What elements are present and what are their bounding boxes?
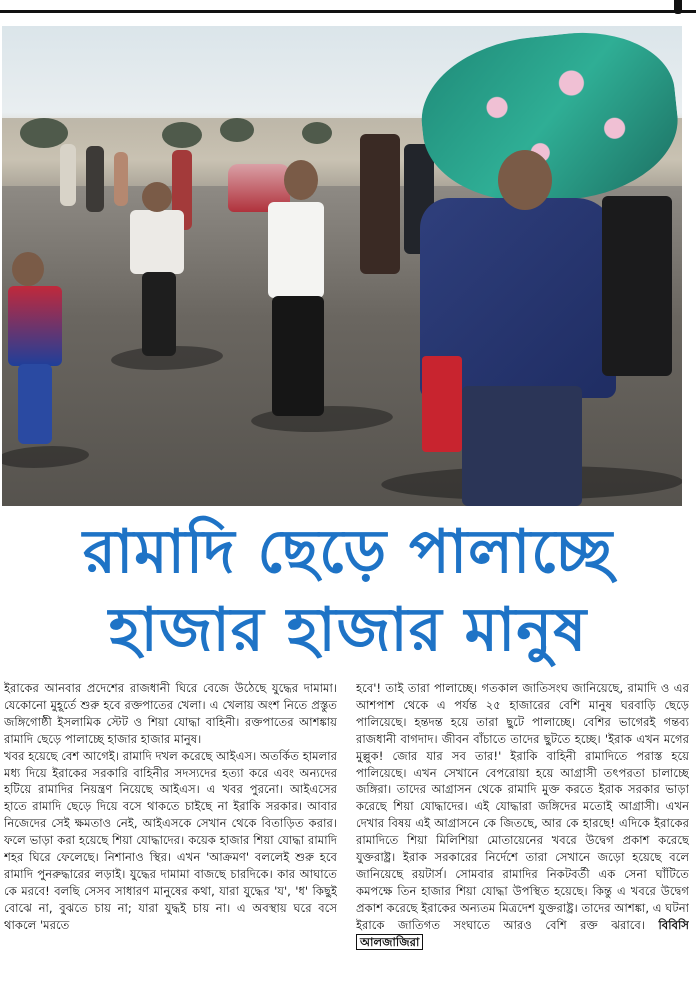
article-column-right (356, 680, 689, 993)
source-credit-bbc: বিবিসি (658, 917, 689, 932)
page-corner-mark (674, 0, 682, 14)
photo-man-head (498, 150, 552, 210)
article-paragraph: ইরাকের আনবার প্রদেশের রাজধানী ঘিরে বেজে উঠেছে যুদ্ধের দামামা। যেকোনো মুহূর্তে শুরু হবে রক্তপাতের খেলা। এ খেলায় অংশ নিতে প্রস্তুত জঙ্গিগোষ্ঠী ইসলামিক স্টেট ও শিয়া যোদ্ধা বাহিনী। রক্তপাতের আশঙ্কায় রামাদি ছেড়ে পালাচ্ছে হাজার হাজার মানুষ। (4, 681, 337, 746)
photo-teen-head (284, 160, 318, 200)
article-column-left (4, 680, 337, 993)
headline-line-1: রামাদি ছেড়ে পালাচ্ছে (82, 517, 614, 587)
photo-boy-white-shirt (130, 210, 184, 274)
photo-child-pants (18, 364, 52, 444)
top-rule (0, 10, 696, 13)
photo-man-jeans (462, 386, 582, 506)
headline-line-2: হাজার হাজার মানুষ (108, 595, 588, 665)
source-credit-aljazeera: আলজাজিরা (356, 934, 423, 950)
photo-red-bag (422, 356, 462, 452)
photo-teen-white-shirt (268, 202, 324, 298)
photo-person (86, 146, 104, 212)
article-paragraph: খবর হয়েছে বেশ আগেই। রামাদি দখল করেছে আইএস। অতর্কিত হামলার মধ্য দিয়ে ইরাকের সরকারি বাহিনীর সদস্যদের হত্যা করে এবং অন্যদের হটিয়ে রামাদির নিয়ন্ত্রণ নিয়েছে আইএস। এ খবর পুরনো। আইএসের হাতে রামাদি ছেড়ে দিয়ে বসে থাকতে চাইছে না ইরাকি সরকার। আবার নিজেদের সেই ক্ষমতাও নেই, আইএসকে সেখান থেকে বিতাড়িত করার। ফলে ভাড়া করা হয়েছে শিয়া যোদ্ধাদের। কয়েক হাজার শিয়া যোদ্ধা রামাদি শহর ঘিরে ফেলেছে। নিশানাও স্থির। এখন 'আক্রমণ' বললেই শুরু হবে রামাদি পুনরুদ্ধারের লড়াই। যুদ্ধের দামামা বাজছে চারদিকে। কার আঘাতে কে মরবে! বলছি সেসব সাধারণ মানুষের কথা, যারা যুদ্ধের 'য', 'ধ' কিছুই বোঝে না, বুঝতে চায় না; যারা যুদ্ধই চায় না। এ অবস্থায় ঘরে বসে থাকলে 'মরতে (4, 748, 337, 932)
photo-tree (162, 122, 202, 148)
photo-person-right (602, 196, 672, 376)
photo-person (114, 152, 128, 206)
photo-boy-pants (142, 272, 176, 356)
photo-person (60, 144, 76, 206)
photo-tree (20, 118, 68, 148)
photo-boy-head (142, 182, 172, 212)
photo-person (360, 134, 400, 274)
article-paragraph (356, 680, 689, 951)
photo-tree (220, 118, 254, 142)
photo-child-red-shirt (8, 286, 62, 366)
photo-tree (302, 122, 332, 144)
photo-child-head (12, 252, 44, 286)
news-photo (2, 26, 682, 506)
photo-teen-pants (272, 296, 324, 416)
article-paragraph-text: হবে'! তাই তারা পালাচ্ছে। গতকাল জাতিসংঘ জানিয়েছে, রামাদি ও এর আশপাশ থেকে এ পর্যন্ত ২৫ হাজারের বেশি মানুষ ঘরবাড়ি ছেড়ে পালিয়েছে। হন্তদন্ত হয়ে তারা ছুটে পালাচ্ছে। বেশির ভাগেরই গন্তব্য রাজধানী বাগদাদ। জীবন বাঁচাতে তাদের ছুটতে হচ্ছে। 'ইরাক এখন মগের মুল্লুক! জোর যার সব তার!' ইরাকি বাহিনী রামাদিতে পরাস্ত হয়ে পালিয়েছে। এখন সেখানে বেপরোয়া হয়ে আগ্রাসী তৎপরতা চালাচ্ছে জঙ্গিরা। তাদের আগ্রাসন থেকে রামাদি মুক্ত করতে ইরাক সরকার ভাড়া করেছে শিয়া যোদ্ধাদের। এই যোদ্ধারা জঙ্গিদের মতোই আগ্রাসী। এখন দেখার বিষয় এই আগ্রাসনে কে জিতছে, আর কে হারছে! এদিকে ইরাকের রামাদিতে শিয়া মিলিশিয়া মোতায়েনের খবরে উদ্বেগ প্রকাশ করেছে যুক্তরাষ্ট্র। ইরাক সরকারের নির্দেশে তারা সেখানে জড়ো হয়েছে বলে জানিয়েছে রয়টার্স। সোমবার রামাদির নিকটবর্তী এক সেনা ঘাঁটিতে কমপক্ষে তিন হাজার শিয়া যোদ্ধা উপস্থিত হয়েছে। কিন্তু এ খবরে উদ্বেগ প্রকাশ করেছে ইরাকের অন্যতম মিত্রদেশ যুক্তরাষ্ট্র। তাদের আশঙ্কা, এ ঘটনা ইরাকে জাতিগত সংঘাতে আরও বেশি রক্ত ঝরাবে। (356, 681, 689, 932)
